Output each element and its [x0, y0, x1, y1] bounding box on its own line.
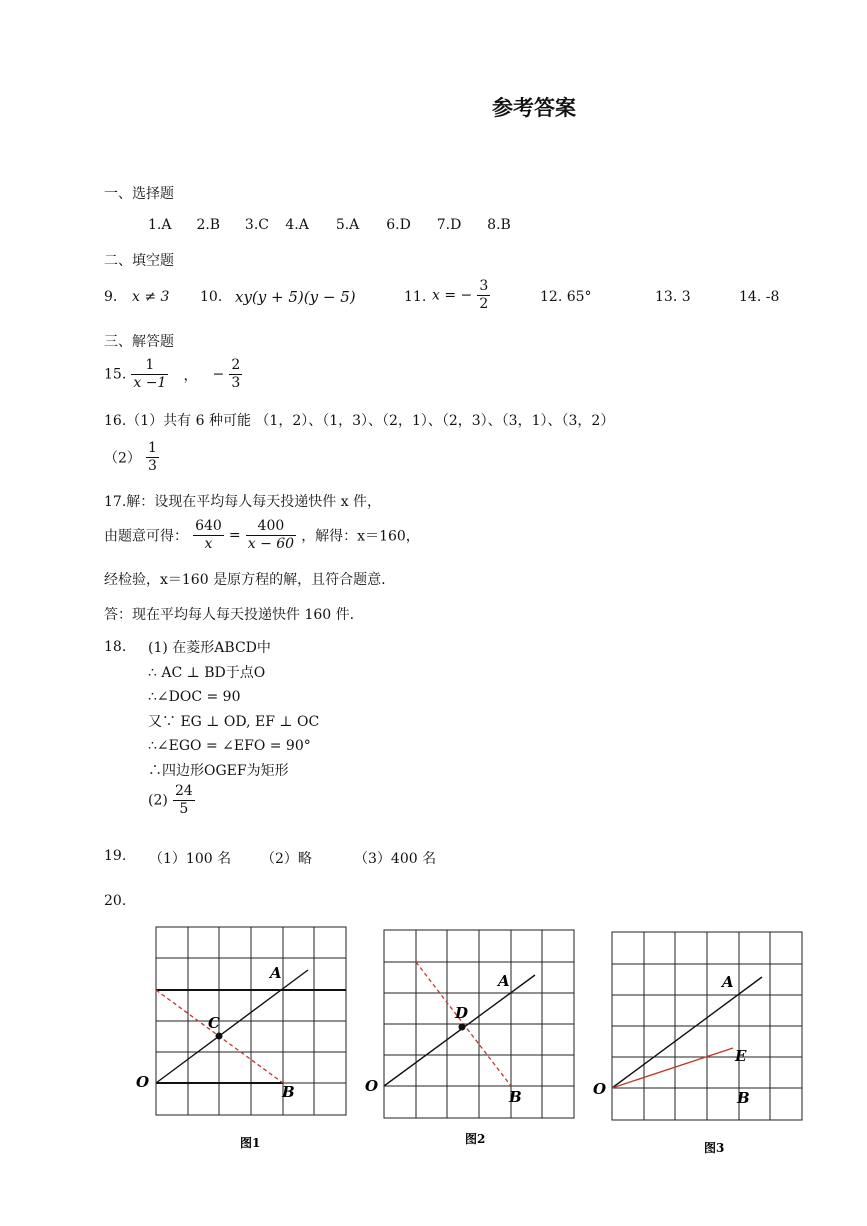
q11-fraction	[477, 278, 490, 313]
label-c: C	[208, 1014, 220, 1032]
figure-3	[590, 920, 815, 1160]
label-a: A	[270, 964, 282, 982]
point-d	[459, 1024, 466, 1031]
choice-answer: 5.A	[335, 217, 360, 233]
q12-answer: 12. 65°	[540, 289, 592, 305]
q18-proof-line: ∴∠DOC = 90	[148, 689, 241, 705]
q17-line-2-pre: 由题意可得：	[104, 528, 188, 545]
q17-equals: =	[228, 527, 241, 544]
q16-fraction	[146, 440, 159, 475]
q17-line-2-post: ，解得：x＝160，	[301, 528, 420, 545]
label-b: B	[282, 1083, 295, 1101]
q18-proof	[148, 636, 319, 783]
ray-oa	[156, 970, 308, 1083]
grid	[612, 932, 802, 1120]
q18-denominator: 5	[179, 801, 189, 817]
q11-number: 11.	[404, 289, 427, 305]
choice-answer: 8.B	[487, 217, 511, 233]
q20-number: 20.	[104, 893, 127, 909]
choice-answer: 6.D	[386, 217, 411, 233]
section-heading-choice: 一、选择题	[104, 186, 174, 202]
q19-part-1: （1）100 名	[149, 851, 232, 867]
q17-line-2	[104, 518, 420, 553]
q18-proof-line: ∴ AC ⊥ BD于点O	[148, 664, 266, 681]
q17-numerator-2: 400	[246, 518, 296, 536]
figure-caption: 图3	[704, 1141, 725, 1155]
q14-answer: 14. -8	[739, 289, 780, 305]
q11-denominator: 2	[479, 296, 489, 312]
q16-part-2-label: （2）	[104, 450, 141, 467]
figure-1	[136, 920, 360, 1160]
q18-part-2	[148, 783, 195, 818]
q16-numerator: 1	[148, 440, 157, 456]
q17-denominator-2: x − 60	[247, 536, 295, 552]
label-o: O	[136, 1073, 150, 1091]
label-a: A	[722, 973, 734, 991]
q16-part-2	[104, 440, 159, 475]
ray-oa	[384, 975, 535, 1086]
q15-numerator-1: 1	[131, 357, 168, 375]
label-b: B	[509, 1088, 522, 1106]
q11-answer	[432, 278, 490, 313]
label-d: D	[455, 1004, 469, 1022]
label-b: B	[737, 1089, 750, 1107]
q18-numerator: 24	[174, 783, 193, 799]
grid	[384, 930, 574, 1118]
label-e: E	[735, 1047, 747, 1065]
q15-separator: ，	[183, 367, 198, 384]
q19-part-2: （2）略	[261, 851, 312, 867]
q10-number: 10.	[200, 289, 223, 305]
section-heading-fill: 二、填空题	[104, 253, 174, 269]
q17-fraction-1	[193, 518, 224, 553]
q15-numerator-2: 2	[231, 357, 241, 373]
figure-2	[365, 920, 585, 1160]
q16-line-1: 16.（1）共有 6 种可能 （1，2）、（1，3）、（2，1）、（2，3）、（3，1）、（3，2）	[104, 413, 615, 429]
q17-line-3: 经检验，x＝160 是原方程的解，且符合题意.	[104, 572, 386, 588]
q17-denominator-1: x	[204, 536, 213, 552]
q18-proof-line: ∴四边形OGEF为矩形	[148, 762, 289, 779]
label-o: O	[593, 1080, 607, 1098]
page-title: 参考答案	[492, 95, 576, 120]
q18-proof-line: (1) 在菱形ABCD中	[148, 640, 271, 656]
ray-oe	[612, 1048, 733, 1088]
q18-part-2-label: (2)	[148, 792, 168, 809]
q15-fraction-2	[229, 357, 242, 392]
grid	[156, 927, 346, 1115]
point-c	[216, 1033, 223, 1040]
q18-number: 18.	[104, 639, 127, 655]
q17-line-4: 答：现在平均每人每天投递快件 160 件.	[104, 607, 355, 623]
q15-fraction-1	[131, 357, 168, 392]
q15-minus: −	[212, 366, 225, 383]
label-a: A	[498, 972, 510, 990]
figure-caption: 图2	[465, 1132, 486, 1146]
q9-number: 9.	[104, 289, 118, 305]
q19-number: 19.	[104, 848, 127, 864]
choice-answers	[148, 217, 527, 233]
q19-part-3: （3）400 名	[354, 851, 437, 867]
q16-denominator: 3	[148, 458, 157, 474]
choice-answer: 1.A	[148, 217, 172, 233]
q15-number: 15.	[104, 366, 127, 383]
choice-answer: 2.B	[196, 217, 221, 233]
q13-answer: 13. 3	[655, 289, 691, 305]
q15-denominator-2: 3	[231, 375, 241, 391]
q15-answer	[104, 357, 242, 392]
q17-line-1: 17.解：设现在平均每人每天投递快件 x 件，	[104, 494, 382, 510]
q11-lhs: x = −	[432, 287, 473, 304]
q11-numerator: 3	[479, 278, 489, 294]
q9-answer: x ≠ 3	[132, 289, 170, 305]
choice-answer: 4.A	[285, 217, 309, 233]
q18-fraction	[173, 783, 195, 818]
q10-answer: xy(y + 5)(y − 5)	[235, 288, 356, 306]
label-o: O	[365, 1077, 379, 1095]
q15-denominator-1: x −1	[133, 375, 167, 391]
q18-proof-line: 又∵ EG ⊥ OD, EF ⊥ OC	[148, 713, 320, 730]
figure-caption: 图1	[240, 1136, 261, 1150]
q17-numerator-1: 640	[195, 518, 222, 534]
choice-answer: 7.D	[436, 217, 462, 233]
section-heading-solve: 三、解答题	[104, 334, 174, 350]
choice-answer: 3.C	[244, 217, 269, 233]
q17-fraction-2	[246, 518, 296, 553]
q18-proof-line: ∴∠EGO = ∠EFO = 90°	[148, 738, 311, 754]
